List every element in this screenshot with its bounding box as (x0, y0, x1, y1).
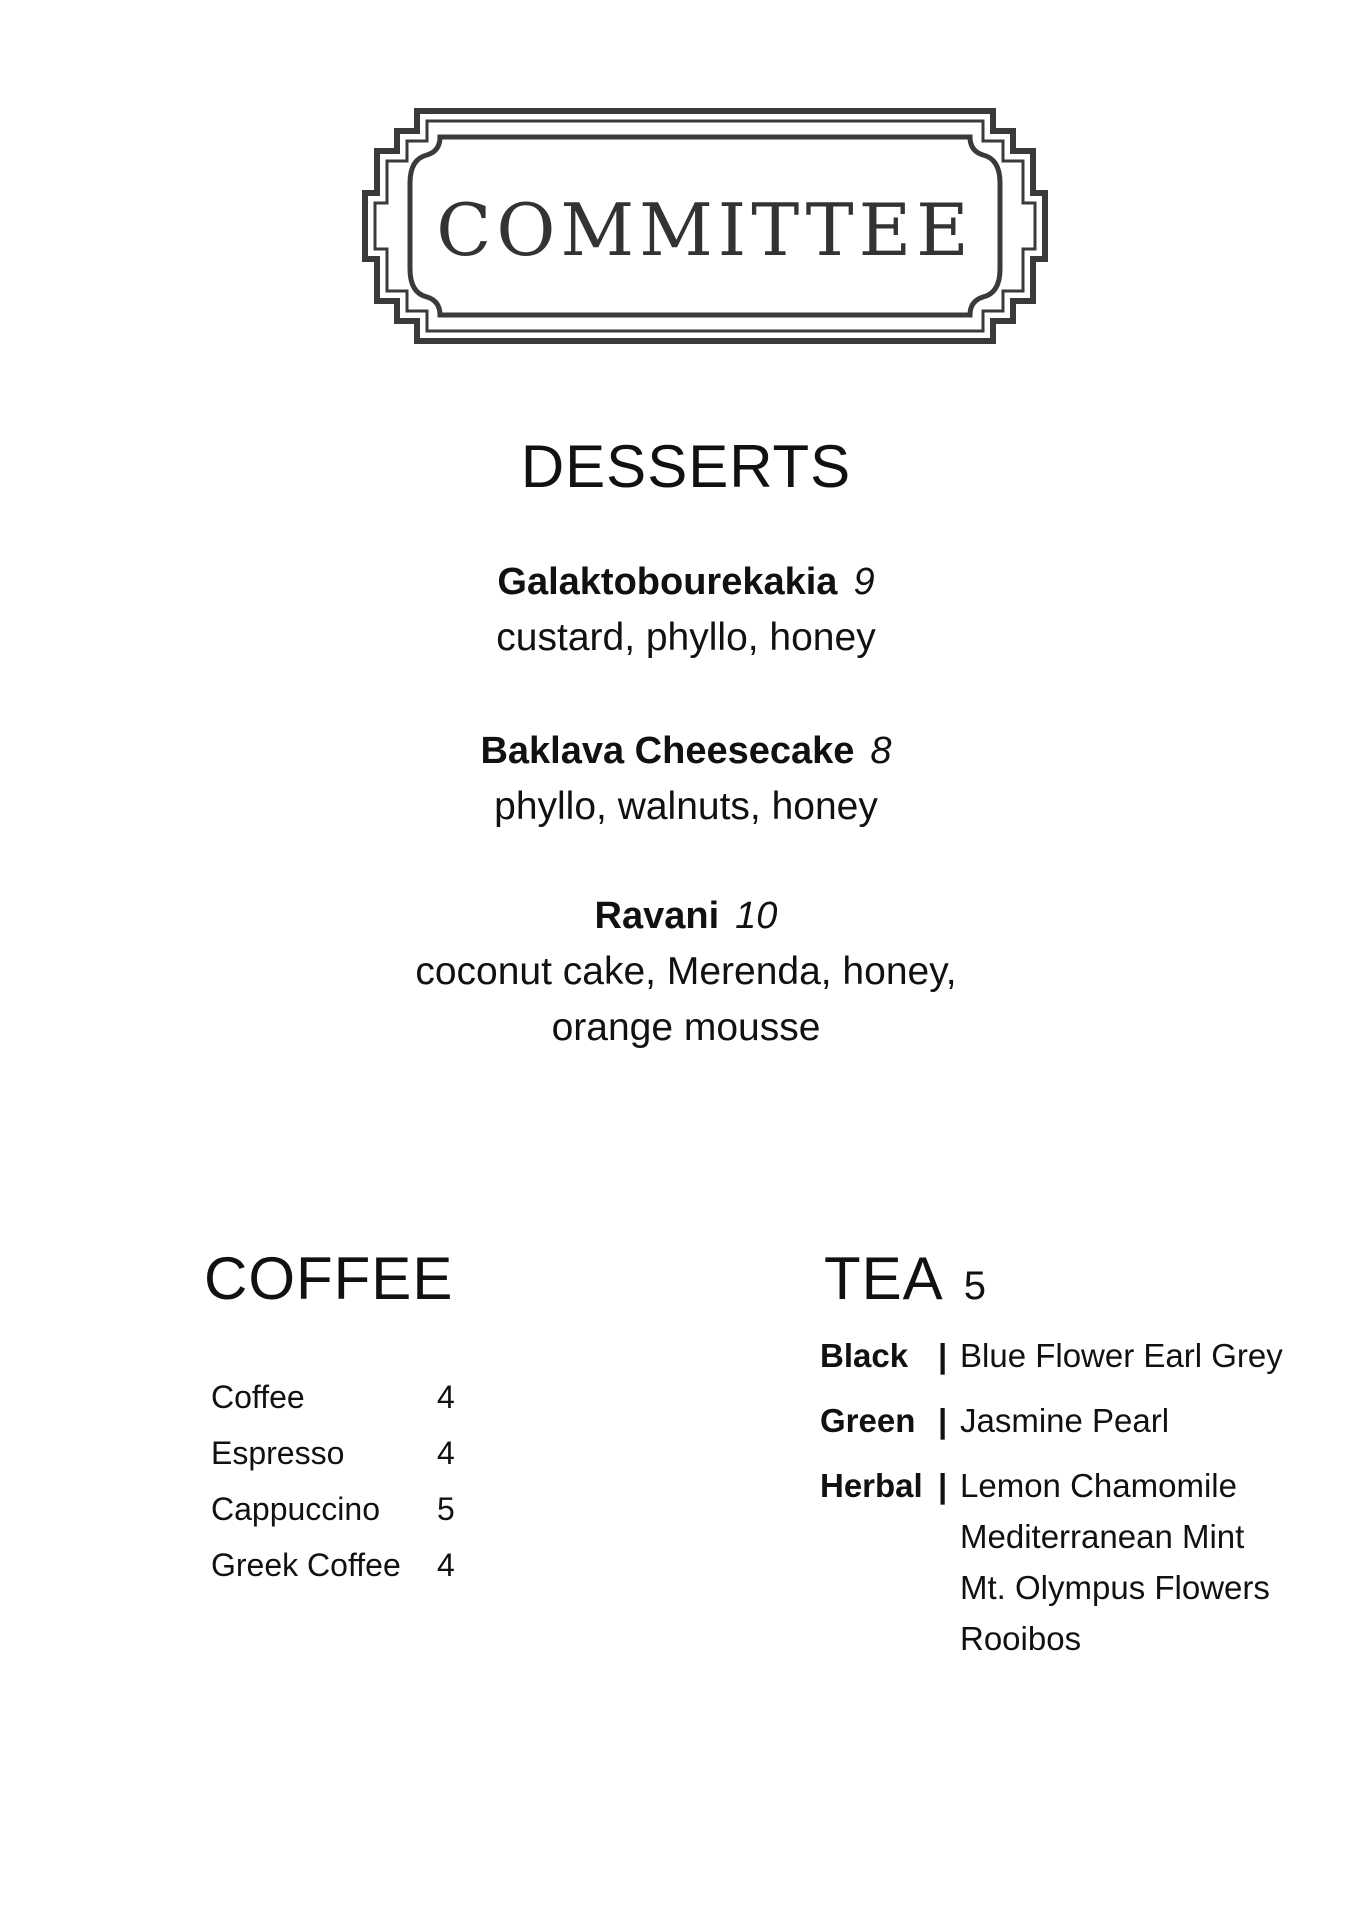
tea-name: Rooibos (960, 1620, 1082, 1657)
dessert-price: 10 (735, 895, 778, 937)
coffee-price: 5 (437, 1490, 455, 1527)
tea-separator: | (938, 1467, 948, 1504)
tea-group (820, 1395, 1283, 1446)
tea-name: Lemon Chamomile (960, 1467, 1237, 1504)
dessert-description: orange mousse (551, 1006, 821, 1049)
coffee-name: Espresso (211, 1434, 345, 1471)
coffee-name: Greek Coffee (211, 1546, 401, 1583)
dessert-description: phyllo, walnuts, honey (494, 785, 878, 828)
coffee-item (211, 1425, 477, 1481)
coffee-name: Cappuccino (211, 1490, 380, 1527)
tea-name: Jasmine Pearl (960, 1402, 1170, 1439)
tea-list (820, 1330, 1283, 1678)
tea-name: Mt. Olympus Flowers (960, 1569, 1270, 1606)
tea-group (820, 1330, 1283, 1381)
coffee-price: 4 (437, 1378, 455, 1415)
dessert-price: 8 (870, 730, 892, 772)
dessert-item (0, 723, 1372, 835)
dessert-item (0, 554, 1372, 666)
logo-frame (355, 103, 1055, 349)
dessert-description: coconut cake, Merenda, honey, (415, 950, 957, 993)
tea-name: Mediterranean Mint (960, 1518, 1245, 1555)
coffee-name: Coffee (211, 1378, 305, 1415)
coffee-heading: COFFEE (204, 1245, 454, 1312)
coffee-list (211, 1369, 477, 1593)
tea-kind: Green (820, 1402, 916, 1439)
tea-name: Blue Flower Earl Grey (960, 1337, 1283, 1374)
desserts-heading: DESSERTS (520, 433, 852, 500)
dessert-item (0, 888, 1372, 1056)
tea-title: TEA (824, 1245, 944, 1312)
dessert-name: Baklava Cheesecake (480, 730, 855, 772)
dessert-description: custard, phyllo, honey (496, 616, 876, 659)
dessert-name: Galaktobourekakia (497, 561, 838, 603)
tea-group (820, 1460, 1283, 1664)
dessert-name: Ravani (594, 895, 720, 937)
tea-separator: | (938, 1402, 948, 1439)
coffee-price: 4 (437, 1546, 455, 1583)
tea-heading (824, 1244, 987, 1313)
committee-logo (355, 103, 1055, 349)
tea-kind: Black (820, 1337, 909, 1374)
tea-price: 5 (963, 1264, 987, 1308)
logo-text: COMMITTEE (436, 188, 974, 272)
coffee-item (211, 1481, 477, 1537)
tea-separator: | (938, 1337, 948, 1374)
coffee-item (211, 1537, 477, 1593)
coffee-price: 4 (437, 1434, 455, 1471)
coffee-item (211, 1369, 477, 1425)
dessert-price: 9 (853, 561, 875, 603)
tea-kind: Herbal (820, 1467, 923, 1504)
